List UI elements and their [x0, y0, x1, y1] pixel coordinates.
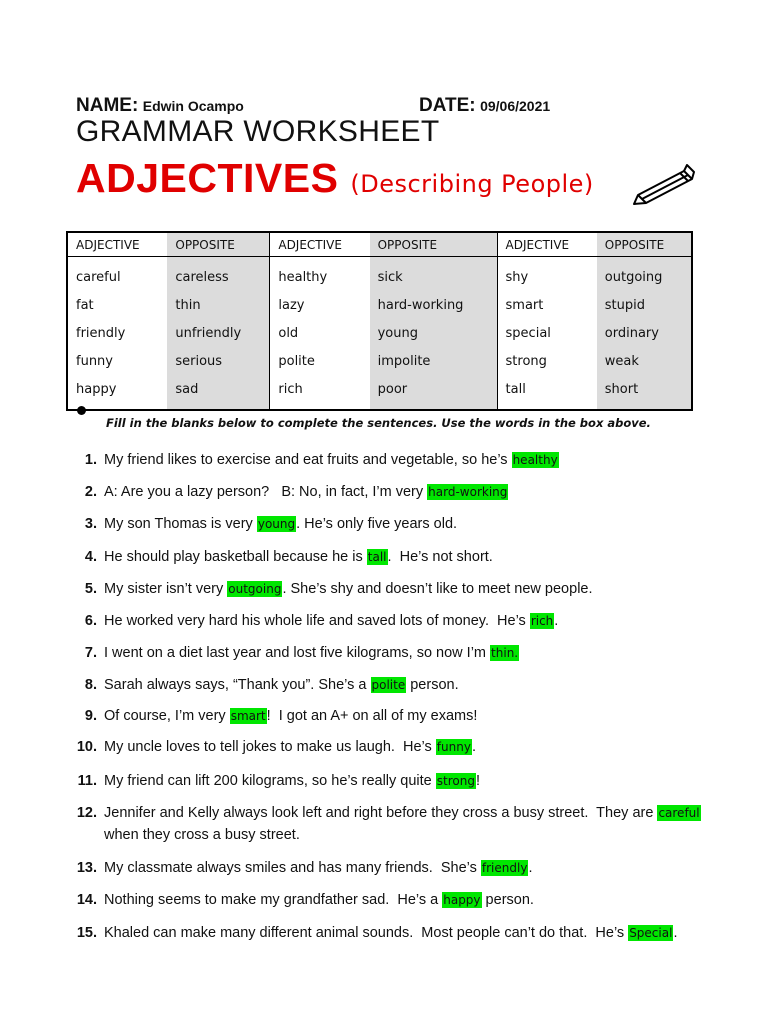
question-before: Khaled can make many different animal sounds. Most people can’t do that. He’s	[104, 925, 629, 941]
table-cell: rich	[270, 375, 370, 410]
question-number: 7.	[84, 645, 97, 661]
answer-highlight: friendly	[481, 861, 528, 875]
table-header: OPPOSITE	[370, 232, 497, 257]
table-cell: funny	[76, 353, 113, 369]
answer-highlight: tall	[367, 550, 387, 564]
answer-highlight: Special	[629, 926, 673, 940]
answer-highlight: happy	[443, 893, 481, 907]
table-cell: sick	[370, 257, 497, 292]
question-after: .	[528, 860, 533, 876]
table-cell: friendly	[76, 325, 126, 341]
question-number: 2.	[84, 484, 97, 500]
bullet-icon	[77, 406, 86, 415]
table-cell: smart	[497, 291, 597, 319]
answer-highlight: polite	[371, 678, 406, 692]
question-before: Jennifer and Kelly always look left and right before they cross a busy street. They are	[104, 805, 658, 821]
question-text	[104, 449, 704, 471]
question-before: Sarah always says, “Thank you”. She’s a	[104, 677, 371, 693]
question-before: My friend likes to exercise and eat fruits and vegetable, so he’s	[104, 452, 512, 468]
question-before: He should play basketball because he is	[104, 549, 367, 565]
name-row	[76, 95, 244, 117]
question-after: . He’s not short.	[387, 549, 493, 565]
table-cell: young	[370, 319, 497, 347]
answer-highlight: thin.	[491, 646, 519, 660]
table-cell: careless	[167, 257, 269, 292]
question-number: 9.	[84, 708, 97, 724]
question-text	[104, 922, 704, 944]
question-after: .	[554, 613, 559, 629]
question-text	[104, 481, 704, 503]
question-after: .	[673, 925, 678, 941]
date-row	[419, 95, 550, 117]
table-cell: stupid	[597, 291, 692, 319]
table-cell: sad	[167, 375, 269, 410]
answer-highlight: hard-working	[428, 485, 508, 499]
question-after: person.	[406, 677, 459, 693]
table-header: OPPOSITE	[597, 232, 692, 257]
question-text	[104, 642, 704, 664]
table-cell: outgoing	[597, 257, 692, 292]
question-number: 3.	[84, 516, 97, 532]
question-number: 15.	[76, 925, 97, 941]
word-table	[66, 231, 693, 411]
question-text	[104, 889, 704, 911]
question-text	[104, 513, 704, 535]
answer-highlight: young	[257, 517, 296, 531]
table-cell: unfriendly	[167, 319, 269, 347]
table-cell: careful	[76, 269, 121, 285]
question-number: 8.	[84, 677, 97, 693]
subject-heading	[76, 155, 594, 202]
table-cell: ordinary	[597, 319, 692, 347]
question-before: My uncle loves to tell jokes to make us laugh. He’s	[104, 739, 436, 755]
answer-highlight: rich	[530, 614, 554, 628]
table-cell: short	[597, 375, 692, 410]
question-number: 14.	[76, 892, 97, 908]
table-cell: strong	[497, 347, 597, 375]
question-text	[104, 610, 704, 632]
answer-highlight: smart	[230, 709, 266, 723]
table-header: ADJECTIVE	[67, 232, 167, 257]
question-before: My son Thomas is very	[104, 516, 257, 532]
worksheet-title: GRAMMAR WORKSHEET	[76, 115, 440, 148]
question-before: My classmate always smiles and has many friends. She’s	[104, 860, 481, 876]
question-number: 4.	[84, 549, 97, 565]
question-text	[104, 802, 704, 846]
table-row	[67, 375, 692, 410]
table-cell: tall	[497, 375, 597, 410]
question-after: . He’s only five years old.	[296, 516, 458, 532]
table-cell: special	[497, 319, 597, 347]
question-text	[104, 770, 704, 792]
question-before: I went on a diet last year and lost five kilograms, so now I’m	[104, 645, 491, 661]
subject-subtitle: (Describing People)	[350, 170, 594, 198]
table-row	[67, 319, 692, 347]
question-after: ! I got an A+ on all of my exams!	[266, 708, 478, 724]
question-number: 5.	[84, 581, 97, 597]
answer-highlight: outgoing	[228, 582, 282, 596]
date-value: 09/06/2021	[480, 98, 551, 114]
name-value: Edwin Ocampo	[142, 98, 244, 114]
table-cell: serious	[167, 347, 269, 375]
table-cell: impolite	[370, 347, 497, 375]
question-before: My friend can lift 200 kilograms, so he’s really quite	[104, 773, 436, 789]
table-cell: thin	[167, 291, 269, 319]
table-cell: poor	[370, 375, 497, 410]
table-cell: polite	[270, 347, 370, 375]
question-number: 11.	[77, 773, 97, 789]
answer-highlight: strong	[436, 774, 475, 788]
question-before: A: Are you a lazy person? B: No, in fact, I’m very	[104, 484, 428, 500]
question-number: 13.	[76, 860, 97, 876]
table-cell: happy	[76, 381, 117, 397]
date-label: DATE:	[419, 95, 476, 116]
question-after: !	[475, 773, 481, 789]
question-before: My sister isn’t very	[104, 581, 228, 597]
subject-text: ADJECTIVES	[76, 155, 339, 201]
table-header: OPPOSITE	[167, 232, 269, 257]
question-text	[104, 578, 704, 600]
table-row	[67, 257, 692, 292]
table-header: ADJECTIVE	[497, 232, 597, 257]
question-text	[104, 674, 704, 696]
question-before: Of course, I’m very	[104, 708, 230, 724]
table-cell: healthy	[270, 257, 370, 292]
answer-highlight: careful	[658, 806, 700, 820]
table-header: ADJECTIVE	[270, 232, 370, 257]
question-number: 12.	[76, 805, 97, 821]
table-row	[67, 347, 692, 375]
question-text	[104, 705, 704, 727]
table-row	[67, 291, 692, 319]
table-cell: lazy	[270, 291, 370, 319]
question-after: when they cross a busy street.	[104, 827, 300, 843]
question-before: He worked very hard his whole life and saved lots of money. He’s	[104, 613, 530, 629]
answer-highlight: healthy	[512, 453, 558, 467]
question-after: person.	[481, 892, 534, 908]
question-after: .	[471, 739, 476, 755]
table-cell: old	[270, 319, 370, 347]
table-cell: fat	[76, 297, 94, 313]
question-text	[104, 546, 704, 568]
question-text	[104, 857, 704, 879]
table-cell: hard-working	[370, 291, 497, 319]
table-cell: shy	[497, 257, 597, 292]
name-label: NAME:	[76, 95, 139, 116]
question-text	[104, 736, 704, 758]
pencil-icon	[632, 157, 696, 205]
instructions: Fill in the blanks below to complete the sentences. Use the words in the box above.	[106, 416, 651, 430]
question-before: Nothing seems to make my grandfather sad. He’s a	[104, 892, 443, 908]
question-after: . She’s shy and doesn’t like to meet new people.	[282, 581, 593, 597]
question-number: 1.	[84, 452, 97, 468]
question-number: 10.	[76, 739, 97, 755]
table-header-row	[67, 232, 692, 257]
table-cell: weak	[597, 347, 692, 375]
answer-highlight: funny	[436, 740, 471, 754]
question-number: 6.	[84, 613, 97, 629]
